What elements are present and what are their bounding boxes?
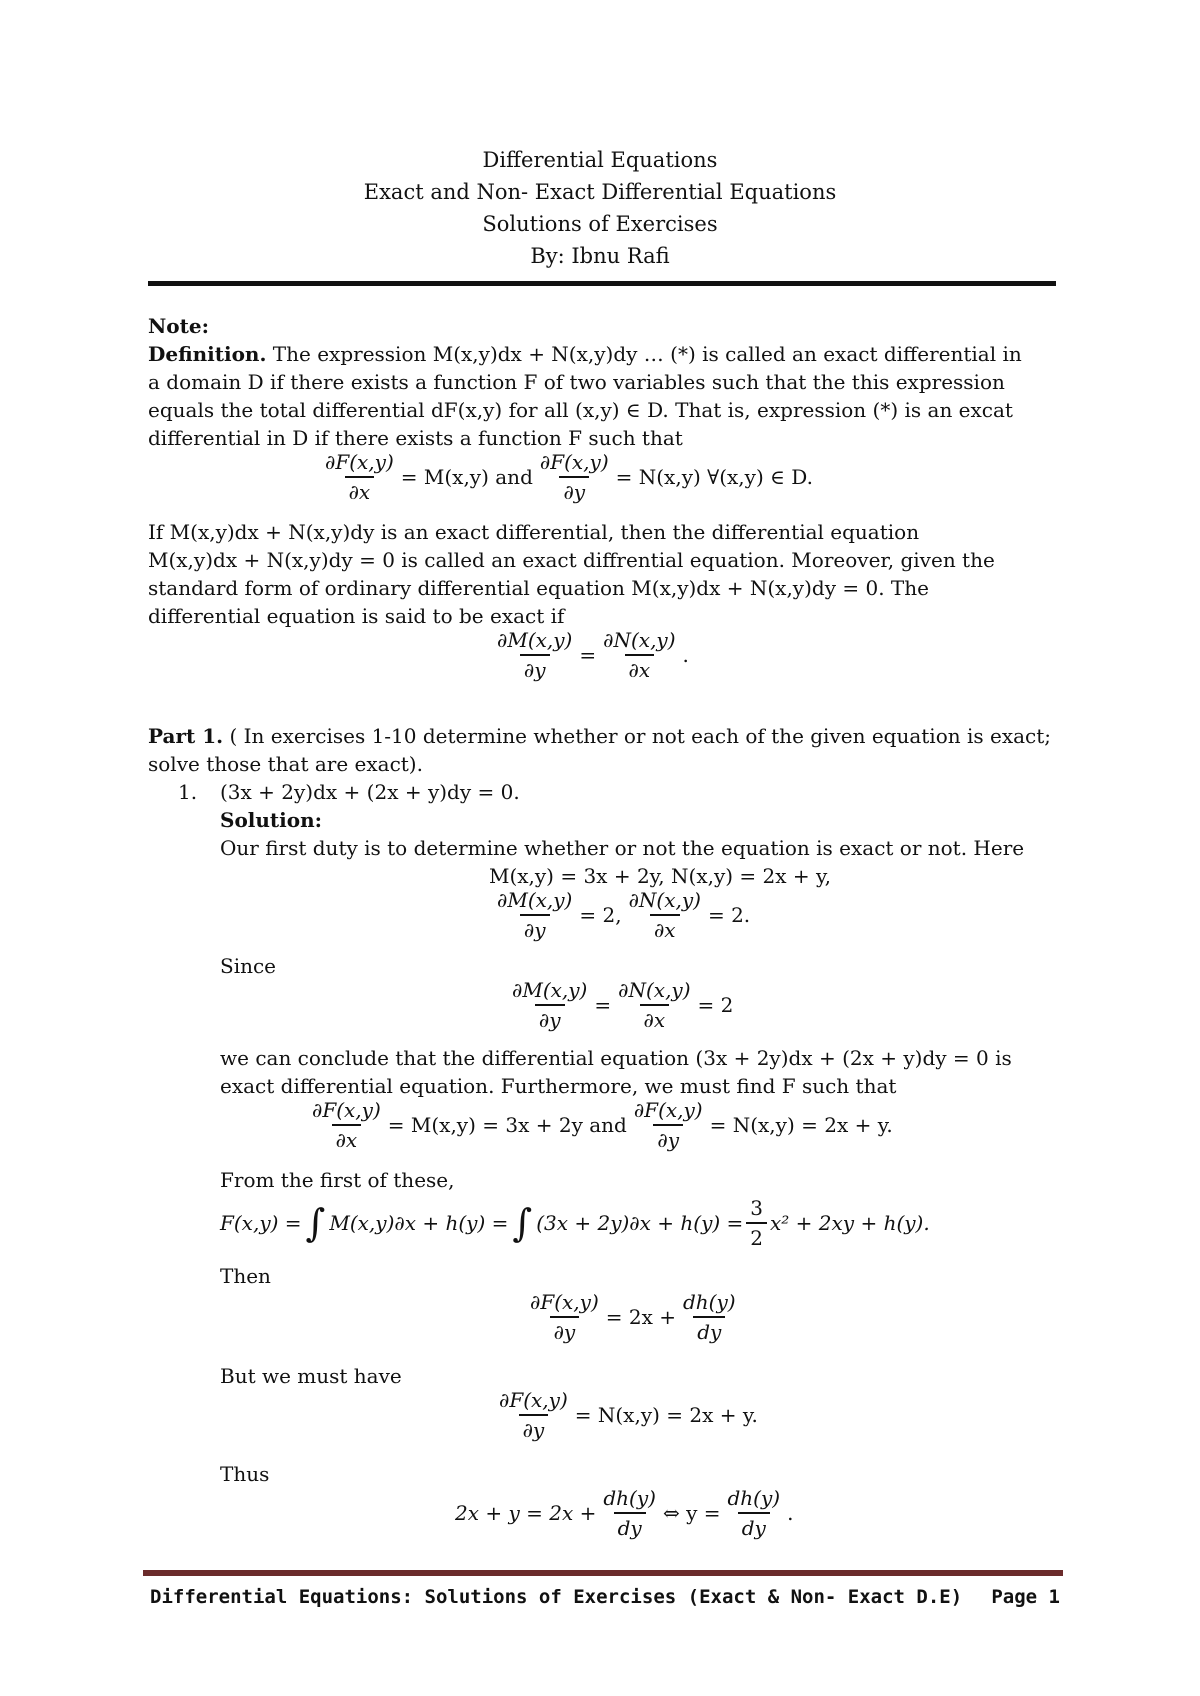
definition-equation: $\frac{\partial F(x,y)}{\partial x}$ = M(x,y) and $\frac{\partial F(x,y)}{\partial y}$ = N(x,y) ∀(x,y) ∈ D. [325, 450, 813, 504]
h-derivative-equation: 2x + y = 2x + $\frac{dh(y)}{dy}$ ⇔ y = $\frac{dh(y)}{dy}$ . [455, 1486, 794, 1540]
solution-label: Solution: [220, 808, 323, 832]
paragraph-2-line-2: M(x,y)dx + N(x,y)dy = 0 is called an exact diffrential equation. Moreover, given the [148, 548, 995, 572]
definition-line-1: Definition. The expression M(x,y)dx + N(x,y)dy … (*) is called an exact differential in [148, 342, 1022, 366]
paragraph-2-line-1: If M(x,y)dx + N(x,y)dy is an exact differential, then the differential equation [148, 520, 920, 544]
integral-sign-2: ∫ [512, 1201, 533, 1245]
df-dy-equation: $\frac{\partial F(x,y)}{\partial y}$ = 2x + $\frac{dh(y)}{dy}$ [530, 1290, 736, 1344]
page-number: Page 1 [991, 1586, 1060, 1608]
footer-title: Differential Equations: Solutions of Exercises (Exact & Non- Exact D.E) [150, 1586, 963, 1608]
integral-sign-1: ∫ [305, 1201, 326, 1245]
footer-rule [143, 1570, 1063, 1576]
conclusion-line-1: we can conclude that the differential equation (3x + 2y)dx + (2x + y)dy = 0 is [220, 1046, 1012, 1070]
conclusion-line-2: exact differential equation. Furthermore, we must find F such that [220, 1074, 897, 1098]
item-number: 1. [178, 780, 198, 804]
paragraph-2-line-4: differential equation is said to be exact if [148, 604, 565, 628]
doc-author: By: Ibnu Rafi [530, 244, 670, 268]
definition-line-2: a domain D if there exists a function F of two variables such that the this expression [148, 370, 1005, 394]
find-f-equation: $\frac{\partial F(x,y)}{\partial x}$ = M(x,y) = 3x + 2y and $\frac{\partial F(x,y)}{\partial y}$ = N(x,y) = 2x + y. [312, 1098, 893, 1152]
page-footer [150, 1586, 1060, 1608]
definition-label: Definition. [148, 342, 267, 366]
solution-mn-definition: M(x,y) = 3x + 2y, N(x,y) = 2x + y, [488, 864, 832, 888]
partial-derivatives-eq: $\frac{\partial M(x,y)}{\partial y}$ = 2, $\frac{\partial N(x,y)}{\partial x}$ = 2. [497, 888, 751, 942]
paragraph-2-line-3: standard form of ordinary differential equation M(x,y)dx + N(x,y)dy = 0. The [148, 576, 929, 600]
must-have-equation: $\frac{\partial F(x,y)}{\partial y}$ = N(x,y) = 2x + y. [499, 1388, 758, 1442]
but-label: But we must have [220, 1364, 402, 1388]
doc-subject: Differential Equations [482, 148, 718, 172]
integration-equation: F(x,y) = ∫ M(x,y)∂x + h(y) = ∫ (3x + 2y)∂x + h(y) = $\frac{3}{2}$ x² + 2xy + h(y). [220, 1196, 930, 1250]
equal-partials-eq: $\frac{\partial M(x,y)}{\partial y}$ = $\frac{\partial N(x,y)}{\partial x}$ = 2 [512, 978, 734, 1032]
header-rule [148, 281, 1056, 286]
part1-intro-line-2: solve those that are exact). [148, 752, 423, 776]
definition-line-3: equals the total differential dF(x,y) for all (x,y) ∈ D. That is, expression (*) is an excat [148, 398, 1013, 422]
note-label: Note: [148, 314, 209, 338]
solution-line-1: Our first duty is to determine whether or not the equation is exact or not. Here [220, 836, 1025, 860]
definition-line-4: differential in D if there exists a function F such that [148, 426, 683, 450]
doc-subtitle: Solutions of Exercises [482, 212, 718, 236]
thus-label: Thus [220, 1462, 270, 1486]
exercise-1-equation: (3x + 2y)dx + (2x + y)dy = 0. [220, 780, 520, 804]
part1-label: Part 1. [148, 724, 224, 748]
exactness-condition: $\frac{\partial M(x,y)}{\partial y}$ = $\frac{\partial N(x,y)}{\partial x}$ . [497, 628, 689, 682]
doc-title: Exact and Non- Exact Differential Equations [363, 180, 837, 204]
from-first-label: From the first of these, [220, 1168, 455, 1192]
then-label: Then [220, 1264, 271, 1288]
since-label: Since [220, 954, 277, 978]
part1-intro-line-1: Part 1. ( In exercises 1-10 determine whether or not each of the given equation is exact; [148, 724, 1052, 748]
